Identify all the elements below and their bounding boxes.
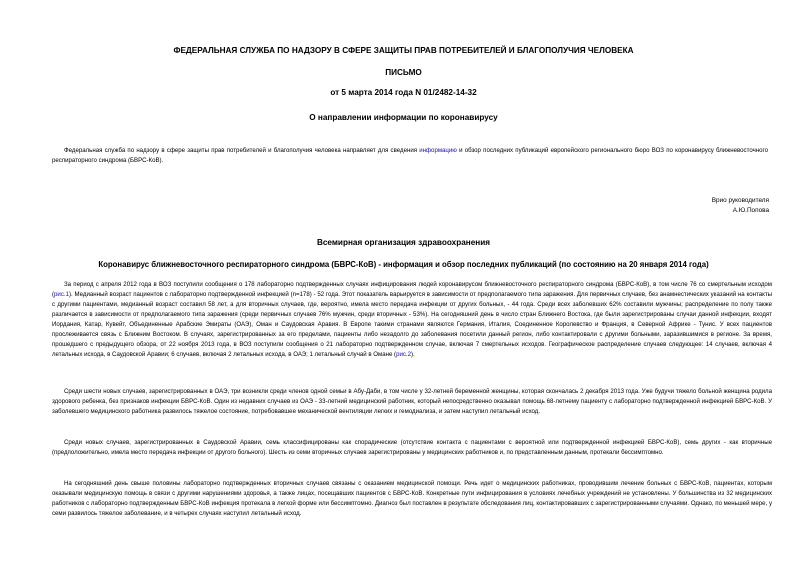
who-subtitle: Коронавирус ближневосточного респираторного синдрома (БВРС-КоВ) - информация и обзор последних публикаций (по состоянию на 20 января 2014 года) [98, 260, 709, 269]
document-date-number: от 5 марта 2014 года N 01/2482-14-32 [330, 88, 477, 97]
intro-text-after: и обзор последних публикаций европейского регионального бюро ВОЗ по коронавирусу ближневосточного респираторного синдрома (БВРС-КоВ). [52, 147, 768, 165]
document-type: ПИСЬМО [385, 68, 422, 77]
paragraph-healthcare-cases: На сегодняшний день свыше половины лабораторно подтвержденных вторичных случаев связаны с оказанием медицинской помощи. Речь идет о медицинских работниках, проводившим лечение больных с БВРС-КоВ, пациентах, которым оказывали медицинскую помощь в связи с другими нарушениями здоровья, а также лицах, посещавших пациентов с БВРС-КоВ. Конкретные пути инфицирования в условиях лечебных учреждений не установлены. У большинства из 32 медицинских работников с лабораторно подтвержденным БВРС-КоВ инфекция протекала в легкой форме или бессимптомно. Диагноз был поставлен в результате обследования лиц, контактировавших с зарегистрированными случаями. Однако, по меньшей мере, у семи развилось тяжелое заболевание, и в четырех случаях наступил летальный исход. [52, 480, 772, 518]
signature-position: Врио руководителя [711, 197, 769, 204]
intro-paragraph [52, 146, 768, 166]
p1-text-b: ). Медианный возраст пациентов с лабораторно подтвержденной инфекцией (n=178) - 52 года. Этот показатель варьируется в зависимости от предполагаемого типа заражения. Для первичных случаев, без анамнестических указаний на контакты с другими пациентами, медианный возраст составил 58 лет, а для вторичных случаев, где, вероятно, имела место передача инфекции от других больных, - 44 года. Среди всех заболевших 62% составили мужчины; распределение по полу также различается в зависимости от предполагаемого типа заражения (среди первичных случаев 76% мужчин, среди вторичных - 53%). На сегодняшний день в число стран Ближнего Востока, где были зарегистрированы случаи данной инфекции, входят Иордания, Катар, Кувейт, Объединенные Арабские Эмираты (ОАЭ), Оман и Саудовская Аравия. В Европе такими странами являются Германия, Италия, Соединенное Королевство и Франция, в Северной Африке - Тунис. У всех пациентов прослеживается связь с Ближним Востоком. В случаях, зарегистрированных за его пределами, пациенты либо незадолго до заболевания посетили данный регион, либо контактировали с другими больными, заразившимися в регионе. За время, прошедшего с предыдущего обзора, от 22 ноября 2013 года, в ВОЗ поступили сообщения о 21 лабораторно подтвержденном случае, включая 7 смертельных исходов. Географическое распределение случаев следующее: 14 случаев, включая 4 летальных исхода, в Саудовской Аравии; 6 случаев, включая 2 летальных исхода, в ОАЭ; 1 летальный случай в Омане ( [52, 291, 772, 359]
agency-title: ФЕДЕРАЛЬНАЯ СЛУЖБА ПО НАДЗОРУ В СФЕРЕ ЗАЩИТЫ ПРАВ ПОТРЕБИТЕЛЕЙ И БЛАГОПОЛУЧИЯ ЧЕЛОВЕКА [173, 46, 634, 55]
signature-name: А.Ю.Попова [732, 207, 769, 214]
p1-text-a: За период с апреля 2012 года в ВОЗ поступили сообщения о 178 лабораторно подтвержденных случаях инфицирования людей коронавирусом ближневосточного респираторного синдрома (БВРС-КоВ), в том числе 76 со смертельным исходом ( [52, 281, 772, 299]
intro-text-before: Федеральная служба по надзору в сфере защиты прав потребителей и благополучия человека направляет для сведения [64, 147, 420, 154]
document-subject: О направлении информации по коронавирусу [309, 113, 498, 122]
who-title: Всемирная организация здравоохранения [316, 238, 491, 247]
intro-info-link[interactable]: информацию [419, 147, 457, 154]
figure-1-link[interactable]: рис.1 [54, 291, 69, 299]
paragraph-saudi-cases: Среди новых случаев, зарегистрированных в Саудовской Аравии, семь классифицированы как спорадические (отсутствие контакта с пациентами с вероятной или подтвержденной инфекцией БВРС-КоВ), семь других - как вторичные (предположительно, имела место передача инфекции от другого больного). Шесть из семи вторичных случаев зарегистрированы у медицинских работников и, по представленным данным, протекали бессимптомно. [52, 439, 772, 457]
paragraph-uae-cases: Среди шести новых случаев, зарегистрированных в ОАЭ, три возникли среди членов одной семьи в Абу-Даби, в том числе у 32-летней беременной женщины, которая скончалась 2 декабря 2013 года. Уже будучи тяжело больной женщина родила здорового ребенка, без признаков инфекции БВРС-КоВ. Один из недавних случаев из ОАЭ - 33-летний медицинский работник, который непосредственно оказывал помощь 68-летнему пациенту с лабораторно подтвержденной инфекцией БВРС-КоВ. У заболевшего медицинского работника развилось тяжелое состояние, потребовавшее механической вентиляции легких и гемодиализа, и затем наступил летальный исход. [52, 388, 772, 416]
p1-text-c: ). [411, 351, 415, 359]
paragraph-overview [52, 280, 772, 360]
figure-2-link[interactable]: рис.2 [396, 351, 412, 359]
